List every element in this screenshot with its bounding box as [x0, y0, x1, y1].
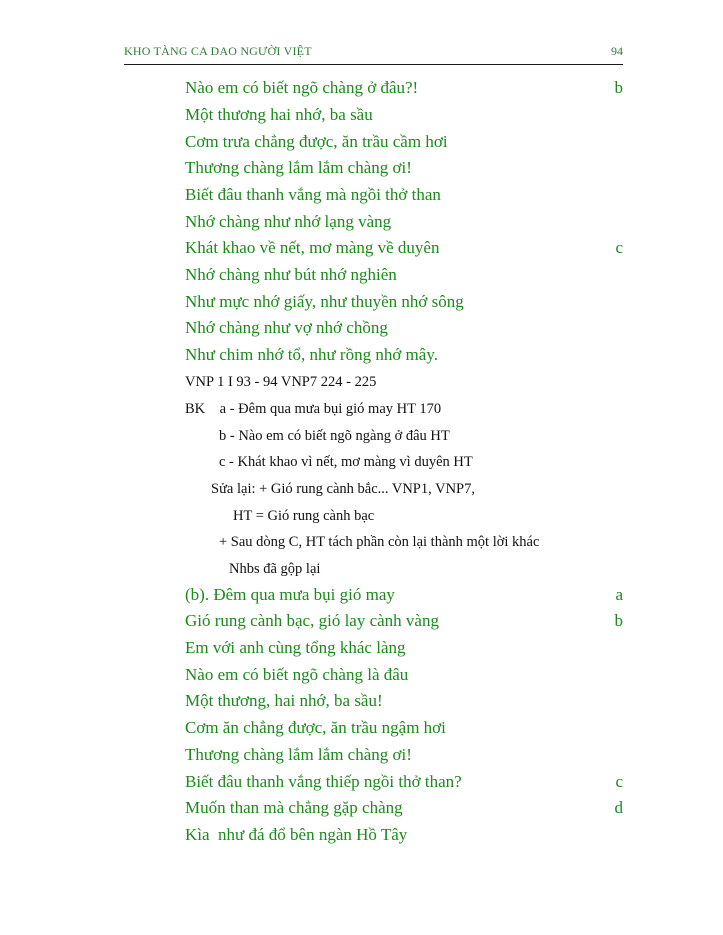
verse-line: Khát khao về nết, mơ màng về duyên	[185, 238, 440, 257]
page-header	[124, 44, 623, 65]
verse-marker: a	[615, 585, 623, 604]
verse-line: Thương chàng lắm lắm chàng ơi!	[185, 158, 412, 177]
verse-line: (b). Đêm qua mưa bụi gió may	[185, 585, 395, 604]
verse-line: Như chim nhớ tổ, như rồng nhớ mây.	[185, 345, 438, 364]
verse-line: Cơm trưa chẳng được, ăn trầu cầm hơi	[185, 132, 448, 151]
verse-marker: d	[614, 798, 623, 817]
correction-note: Sửa lại: + Gió rung cành bắc... VNP1, VNP7,	[211, 481, 475, 497]
verse-line: Kìa như đá đổ bên ngàn Hồ Tây	[185, 825, 408, 844]
verse-marker: c	[615, 238, 623, 257]
verse-line: Nhớ chàng như nhớ lạng vàng	[185, 212, 392, 231]
verse-line: Như mực nhớ giấy, như thuyền nhớ sông	[185, 292, 464, 311]
verse-line: Nhớ chàng như bút nhớ nghiên	[185, 265, 397, 284]
verse-line: Gió rung cành bạc, gió lay cành vàng	[185, 611, 439, 630]
verse-line: Biết đâu thanh vắng mà ngồi thở than	[185, 185, 441, 204]
variant-note: c - Khát khao vì nết, mơ màng vì duyên HT	[219, 454, 473, 470]
verse-line: Muốn than mà chẳng gặp chàng	[185, 798, 403, 817]
source-note: VNP 1 I 93 - 94 VNP7 224 - 225	[185, 374, 377, 390]
book-title: KHO TÀNG CA DAO NGƯỜI VIỆT	[124, 44, 312, 58]
verse-line: Một thương, hai nhớ, ba sầu!	[185, 691, 383, 710]
variant-note: b - Nào em có biết ngõ ngàng ở đâu HT	[219, 428, 450, 444]
verse-line: Biết đâu thanh vắng thiếp ngồi thở than?	[185, 772, 462, 791]
variant-note: BK a - Đêm qua mưa bụi gió may HT 170	[185, 401, 442, 417]
verse-line: Nào em có biết ngõ chàng ở đâu?!	[185, 78, 419, 97]
verse-line: Nhớ chàng như vợ nhớ chồng	[185, 318, 388, 337]
page-number: 94	[611, 44, 623, 58]
correction-note: HT = Gió rung cành bạc	[233, 508, 375, 524]
verse-line: Một thương hai nhớ, ba sầu	[185, 105, 373, 124]
verse-line: Thương chàng lắm lắm chàng ơi!	[185, 745, 412, 764]
verse-marker: c	[615, 772, 623, 791]
verse-line: Cơm ăn chẳng được, ăn trầu ngậm hơi	[185, 718, 446, 737]
verse-marker: b	[614, 611, 623, 630]
correction-note: + Sau dòng C, HT tách phần còn lại thành một lời khác	[219, 534, 540, 550]
verse-marker: b	[614, 78, 623, 97]
verse-line: Nào em có biết ngõ chàng là đâu	[185, 665, 409, 684]
editor-note: Nhbs đã gộp lại	[229, 561, 321, 577]
verse-line: Em với anh cùng tổng khác làng	[185, 638, 406, 657]
